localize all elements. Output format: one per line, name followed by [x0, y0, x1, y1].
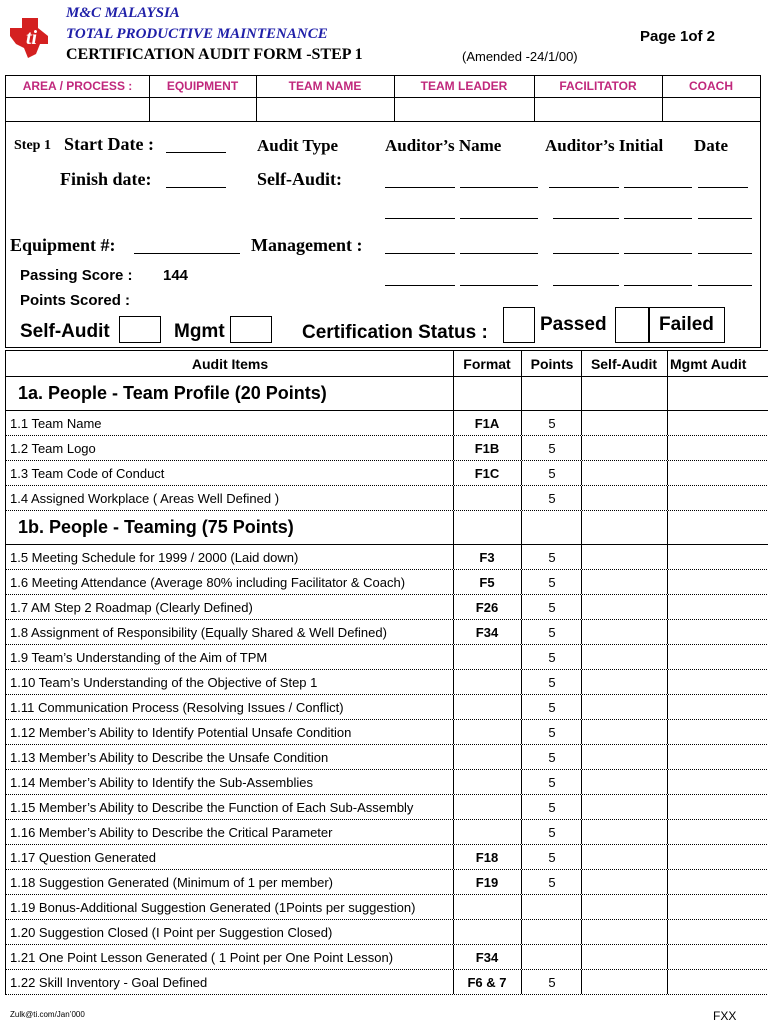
self-auditor-initial-field-a[interactable]	[549, 187, 619, 188]
mgmt-auditor-initial-field-b[interactable]	[624, 253, 692, 254]
mgmt-audit-date-field-2[interactable]	[698, 285, 752, 286]
format-code	[453, 770, 521, 794]
points-value: 5	[548, 599, 556, 615]
page-number: Page 1of 2	[640, 28, 716, 45]
audit-item-label: 1.19 Bonus-Additional Suggestion Generated (1Points per suggestion)	[10, 899, 416, 915]
points-value: 5	[548, 624, 556, 640]
mgmt-auditor-name-field-d[interactable]	[460, 285, 538, 286]
self-auditor-name-field-c[interactable]	[385, 218, 455, 219]
mgmt-auditor-name-field-b[interactable]	[460, 253, 538, 254]
mgmt-audit-score-cell[interactable]	[667, 820, 768, 844]
audit-items-table	[5, 350, 768, 995]
points-value: 5	[548, 674, 556, 690]
audit-type-label: Audit Type	[257, 136, 339, 155]
format-code	[453, 895, 521, 919]
format-code	[453, 695, 521, 719]
self-audit-checkbox-label: Self-Audit	[20, 321, 110, 342]
table-row	[6, 945, 768, 970]
table-row	[6, 870, 768, 895]
self-audit-score-cell[interactable]	[581, 545, 667, 569]
self-auditor-initial-field-b[interactable]	[624, 187, 692, 188]
certification-status-label: Certification Status :	[302, 322, 488, 343]
self-audit-date-field-2[interactable]	[698, 218, 752, 219]
points-value: 5	[548, 849, 556, 865]
amended-note: (Amended -24/1/00)	[462, 49, 578, 64]
audit-item-label: 1.5 Meeting Schedule for 1999 / 2000 (Laid down)	[10, 549, 299, 565]
format-code: F34	[475, 949, 499, 965]
failed-label: Failed	[659, 314, 714, 335]
self-auditor-name-field-b[interactable]	[460, 187, 538, 188]
points-value: 5	[548, 549, 556, 565]
points-value: 5	[548, 824, 556, 840]
mgmt-audit-score-cell[interactable]	[667, 645, 768, 669]
start-date-field[interactable]	[166, 152, 226, 153]
self-audit-score-cell[interactable]	[581, 920, 667, 944]
audit-item-label: 1.8 Assignment of Responsibility (Equally Shared & Well Defined)	[10, 624, 387, 640]
format-code	[453, 820, 521, 844]
table-row	[6, 620, 768, 645]
footer-code: FXX	[713, 1009, 737, 1023]
format-code	[453, 795, 521, 819]
self-audit-score-cell[interactable]	[581, 595, 667, 619]
audit-item-label: 1.1 Team Name	[10, 415, 102, 431]
self-audit-score-cell[interactable]	[581, 411, 667, 435]
self-audit-type-label: Self-Audit:	[257, 169, 342, 189]
table-row	[6, 411, 768, 436]
audit-item-label: 1.9 Team’s Understanding of the Aim of TPM	[10, 649, 268, 665]
mgmt-audit-score-cell[interactable]	[667, 870, 768, 894]
points-value	[521, 945, 581, 969]
audit-items-header: Audit Items	[191, 355, 269, 372]
table-row	[6, 895, 768, 920]
table-row	[6, 645, 768, 670]
audit-item-label: 1.7 AM Step 2 Roadmap (Clearly Defined)	[10, 599, 253, 615]
mgmt-audit-score-cell[interactable]	[667, 670, 768, 694]
format-code: F26	[475, 599, 499, 615]
passing-score-value: 144	[163, 267, 189, 284]
audit-item-label: 1.20 Suggestion Closed (I Point per Suggestion Closed)	[10, 924, 333, 940]
points-value: 5	[548, 699, 556, 715]
audit-item-label: 1.22 Skill Inventory - Goal Defined	[10, 974, 208, 990]
mgmt-audit-score-cell[interactable]	[667, 970, 768, 994]
format-code: F1A	[474, 415, 500, 431]
audit-item-label: 1.4 Assigned Workplace ( Areas Well Defined )	[10, 490, 280, 506]
table-row	[6, 770, 768, 795]
self-audit-score-cell[interactable]	[581, 620, 667, 644]
points-value: 5	[548, 774, 556, 790]
self-auditor-initial-field-d[interactable]	[624, 218, 692, 219]
table-header-row	[6, 351, 768, 377]
self-audit-score-cell[interactable]	[581, 670, 667, 694]
mgmt-audit-score-cell[interactable]	[667, 720, 768, 744]
equipment-number-field[interactable]	[134, 253, 240, 254]
ti-texas-logo-icon	[8, 14, 54, 60]
table-row	[6, 795, 768, 820]
area-process-header: AREA / PROCESS :	[22, 79, 133, 93]
self-audit-score-cell[interactable]	[581, 745, 667, 769]
mgmt-audit-date-field[interactable]	[698, 253, 752, 254]
self-audit-date-field[interactable]	[698, 187, 748, 188]
mgmt-audit-score-cell[interactable]	[667, 545, 768, 569]
mgmt-audit-score-cell[interactable]	[667, 920, 768, 944]
step-label: Step 1	[14, 138, 51, 153]
mgmt-audit-score-cell[interactable]	[667, 895, 768, 919]
format-code: F18	[475, 849, 499, 865]
self-audit-score-cell[interactable]	[581, 720, 667, 744]
points-value	[521, 920, 581, 944]
mgmt-auditor-initial-field-d[interactable]	[624, 285, 692, 286]
audit-item-label: 1.3 Team Code of Conduct	[10, 465, 165, 481]
section-row	[6, 377, 768, 411]
program-name: TOTAL PRODUCTIVE MAINTENANCE	[66, 26, 328, 42]
audit-item-label: 1.10 Team’s Understanding of the Objective of Step 1	[10, 674, 318, 690]
mgmt-audit-score-cell[interactable]	[667, 570, 768, 594]
coach-header: COACH	[689, 79, 733, 93]
passed-label: Passed	[540, 314, 607, 335]
self-audit-score-cell[interactable]	[581, 895, 667, 919]
company-name: M&C MALAYSIA	[66, 5, 180, 21]
mgmt-audit-score-cell[interactable]	[667, 845, 768, 869]
points-value: 5	[548, 724, 556, 740]
table-row	[6, 436, 768, 461]
points-scored-label: Points Scored :	[20, 292, 131, 309]
mgmt-audit-score-cell[interactable]	[667, 795, 768, 819]
format-code: F1C	[474, 465, 500, 481]
format-code	[453, 645, 521, 669]
self-audit-score-cell[interactable]	[581, 970, 667, 994]
failed-checkbox[interactable]	[615, 307, 649, 343]
points-value: 5	[548, 874, 556, 890]
format-code: F5	[479, 574, 495, 590]
mgmt-auditor-initial-field-a[interactable]	[553, 253, 619, 254]
points-value: 5	[548, 974, 556, 990]
table-row	[6, 920, 768, 945]
table-row	[6, 845, 768, 870]
table-row	[6, 461, 768, 486]
section-row	[6, 511, 768, 545]
table-row	[6, 486, 768, 511]
mgmt-auditor-name-field-a[interactable]	[385, 253, 455, 254]
self-audit-score-cell[interactable]	[581, 486, 667, 510]
mgmt-auditor-initial-field-c[interactable]	[553, 285, 619, 286]
self-audit-header: Self-Audit	[590, 355, 658, 372]
self-audit-score-cell[interactable]	[581, 820, 667, 844]
self-audit-score-cell[interactable]	[581, 795, 667, 819]
finish-date-label: Finish date:	[60, 169, 152, 189]
audit-item-label: 1.11 Communication Process (Resolving Issues / Conflict)	[10, 699, 344, 715]
mgmt-audit-score-cell[interactable]	[667, 436, 768, 460]
self-auditor-initial-field-c[interactable]	[553, 218, 619, 219]
table-row	[6, 820, 768, 845]
format-code	[453, 670, 521, 694]
mgmt-audit-score-cell[interactable]	[667, 595, 768, 619]
self-auditor-name-field-a[interactable]	[385, 187, 455, 188]
mgmt-audit-score-cell[interactable]	[667, 770, 768, 794]
mgmt-audit-score-cell[interactable]	[667, 945, 768, 969]
points-header: Points	[530, 355, 574, 372]
self-audit-score-cell[interactable]	[581, 436, 667, 460]
audit-item-label: 1.16 Member’s Ability to Describe the Critical Parameter	[10, 824, 333, 840]
svg-text:ti: ti	[26, 27, 38, 49]
self-audit-score-cell[interactable]	[581, 845, 667, 869]
mgmt-audit-score-cell[interactable]	[667, 461, 768, 485]
team-name-header: TEAM NAME	[288, 79, 362, 93]
start-date-label: Start Date :	[64, 134, 154, 154]
points-value: 5	[548, 574, 556, 590]
self-audit-score-cell[interactable]	[581, 770, 667, 794]
mgmt-audit-score-cell[interactable]	[667, 486, 768, 510]
format-code: F1B	[474, 440, 500, 456]
team-leader-header: TEAM LEADER	[420, 79, 508, 93]
self-audit-score-cell[interactable]	[581, 870, 667, 894]
points-value: 5	[548, 415, 556, 431]
format-code	[453, 486, 521, 510]
audit-item-label: 1.17 Question Generated	[10, 849, 156, 865]
self-audit-score-cell[interactable]	[581, 695, 667, 719]
format-code	[453, 745, 521, 769]
points-value: 5	[548, 490, 556, 506]
passed-checkbox[interactable]	[503, 307, 535, 343]
self-audit-checkbox[interactable]	[119, 316, 161, 343]
audit-item-label: 1.18 Suggestion Generated (Minimum of 1 per member)	[10, 874, 333, 890]
format-code	[453, 720, 521, 744]
self-audit-score-cell[interactable]	[581, 945, 667, 969]
footer-email: Zulk@ti.com/Jan’000	[10, 1010, 85, 1019]
audit-item-label: 1.6 Meeting Attendance (Average 80% including Facilitator & Coach)	[10, 574, 406, 590]
table-row	[6, 745, 768, 770]
section-title: 1b. People - Teaming (75 Points)	[18, 517, 294, 537]
format-code: F34	[475, 624, 499, 640]
date-label: Date	[694, 136, 728, 155]
table-row	[6, 695, 768, 720]
audit-item-label: 1.14 Member’s Ability to Identify the Sub-Assemblies	[10, 774, 313, 790]
form-title: CERTIFICATION AUDIT FORM -STEP 1	[66, 46, 363, 63]
audit-item-label: 1.13 Member’s Ability to Describe the Unsafe Condition	[10, 749, 329, 765]
passing-score-label: Passing Score :	[20, 267, 133, 284]
mgmt-audit-header: Mgmt Audit	[670, 355, 747, 372]
format-code: F6 & 7	[467, 974, 507, 990]
mgmt-audit-score-cell[interactable]	[667, 695, 768, 719]
mgmt-audit-score-cell[interactable]	[667, 411, 768, 435]
table-row	[6, 545, 768, 570]
equipment-number-label: Equipment #:	[10, 235, 116, 255]
facilitator-header: FACILITATOR	[559, 79, 637, 93]
points-value: 5	[548, 649, 556, 665]
points-value	[521, 895, 581, 919]
table-row	[6, 570, 768, 595]
points-value: 5	[548, 465, 556, 481]
audit-item-label: 1.21 One Point Lesson Generated ( 1 Point per One Point Lesson)	[10, 949, 394, 965]
mgmt-checkbox[interactable]	[230, 316, 272, 343]
format-header: Format	[463, 355, 511, 372]
auditors-initial-label: Auditor’s Initial	[545, 136, 664, 155]
finish-date-field[interactable]	[166, 187, 226, 188]
points-value: 5	[548, 799, 556, 815]
management-label: Management :	[251, 235, 363, 255]
team-info-table	[5, 75, 761, 122]
table-row	[6, 670, 768, 695]
audit-item-label: 1.12 Member’s Ability to Identify Potential Unsafe Condition	[10, 724, 352, 740]
format-code: F3	[479, 549, 495, 565]
auditors-name-label: Auditor’s Name	[385, 136, 502, 155]
section-title: 1a. People - Team Profile (20 Points)	[18, 383, 327, 403]
self-audit-score-cell[interactable]	[581, 645, 667, 669]
format-code	[453, 920, 521, 944]
table-row	[6, 970, 768, 995]
equipment-header: EQUIPMENT	[166, 79, 239, 93]
points-value: 5	[548, 749, 556, 765]
table-row	[6, 595, 768, 620]
format-code: F19	[475, 874, 499, 890]
audit-item-label: 1.2 Team Logo	[10, 440, 96, 456]
table-row	[6, 720, 768, 745]
mgmt-audit-score-cell[interactable]	[667, 745, 768, 769]
self-audit-score-cell[interactable]	[581, 461, 667, 485]
mgmt-audit-score-cell[interactable]	[667, 620, 768, 644]
points-value: 5	[548, 440, 556, 456]
mgmt-checkbox-label: Mgmt	[174, 321, 225, 342]
mgmt-auditor-name-field-c[interactable]	[385, 285, 455, 286]
self-auditor-name-field-d[interactable]	[460, 218, 538, 219]
audit-item-label: 1.15 Member’s Ability to Describe the Function of Each Sub-Assembly	[10, 799, 414, 815]
self-audit-score-cell[interactable]	[581, 570, 667, 594]
